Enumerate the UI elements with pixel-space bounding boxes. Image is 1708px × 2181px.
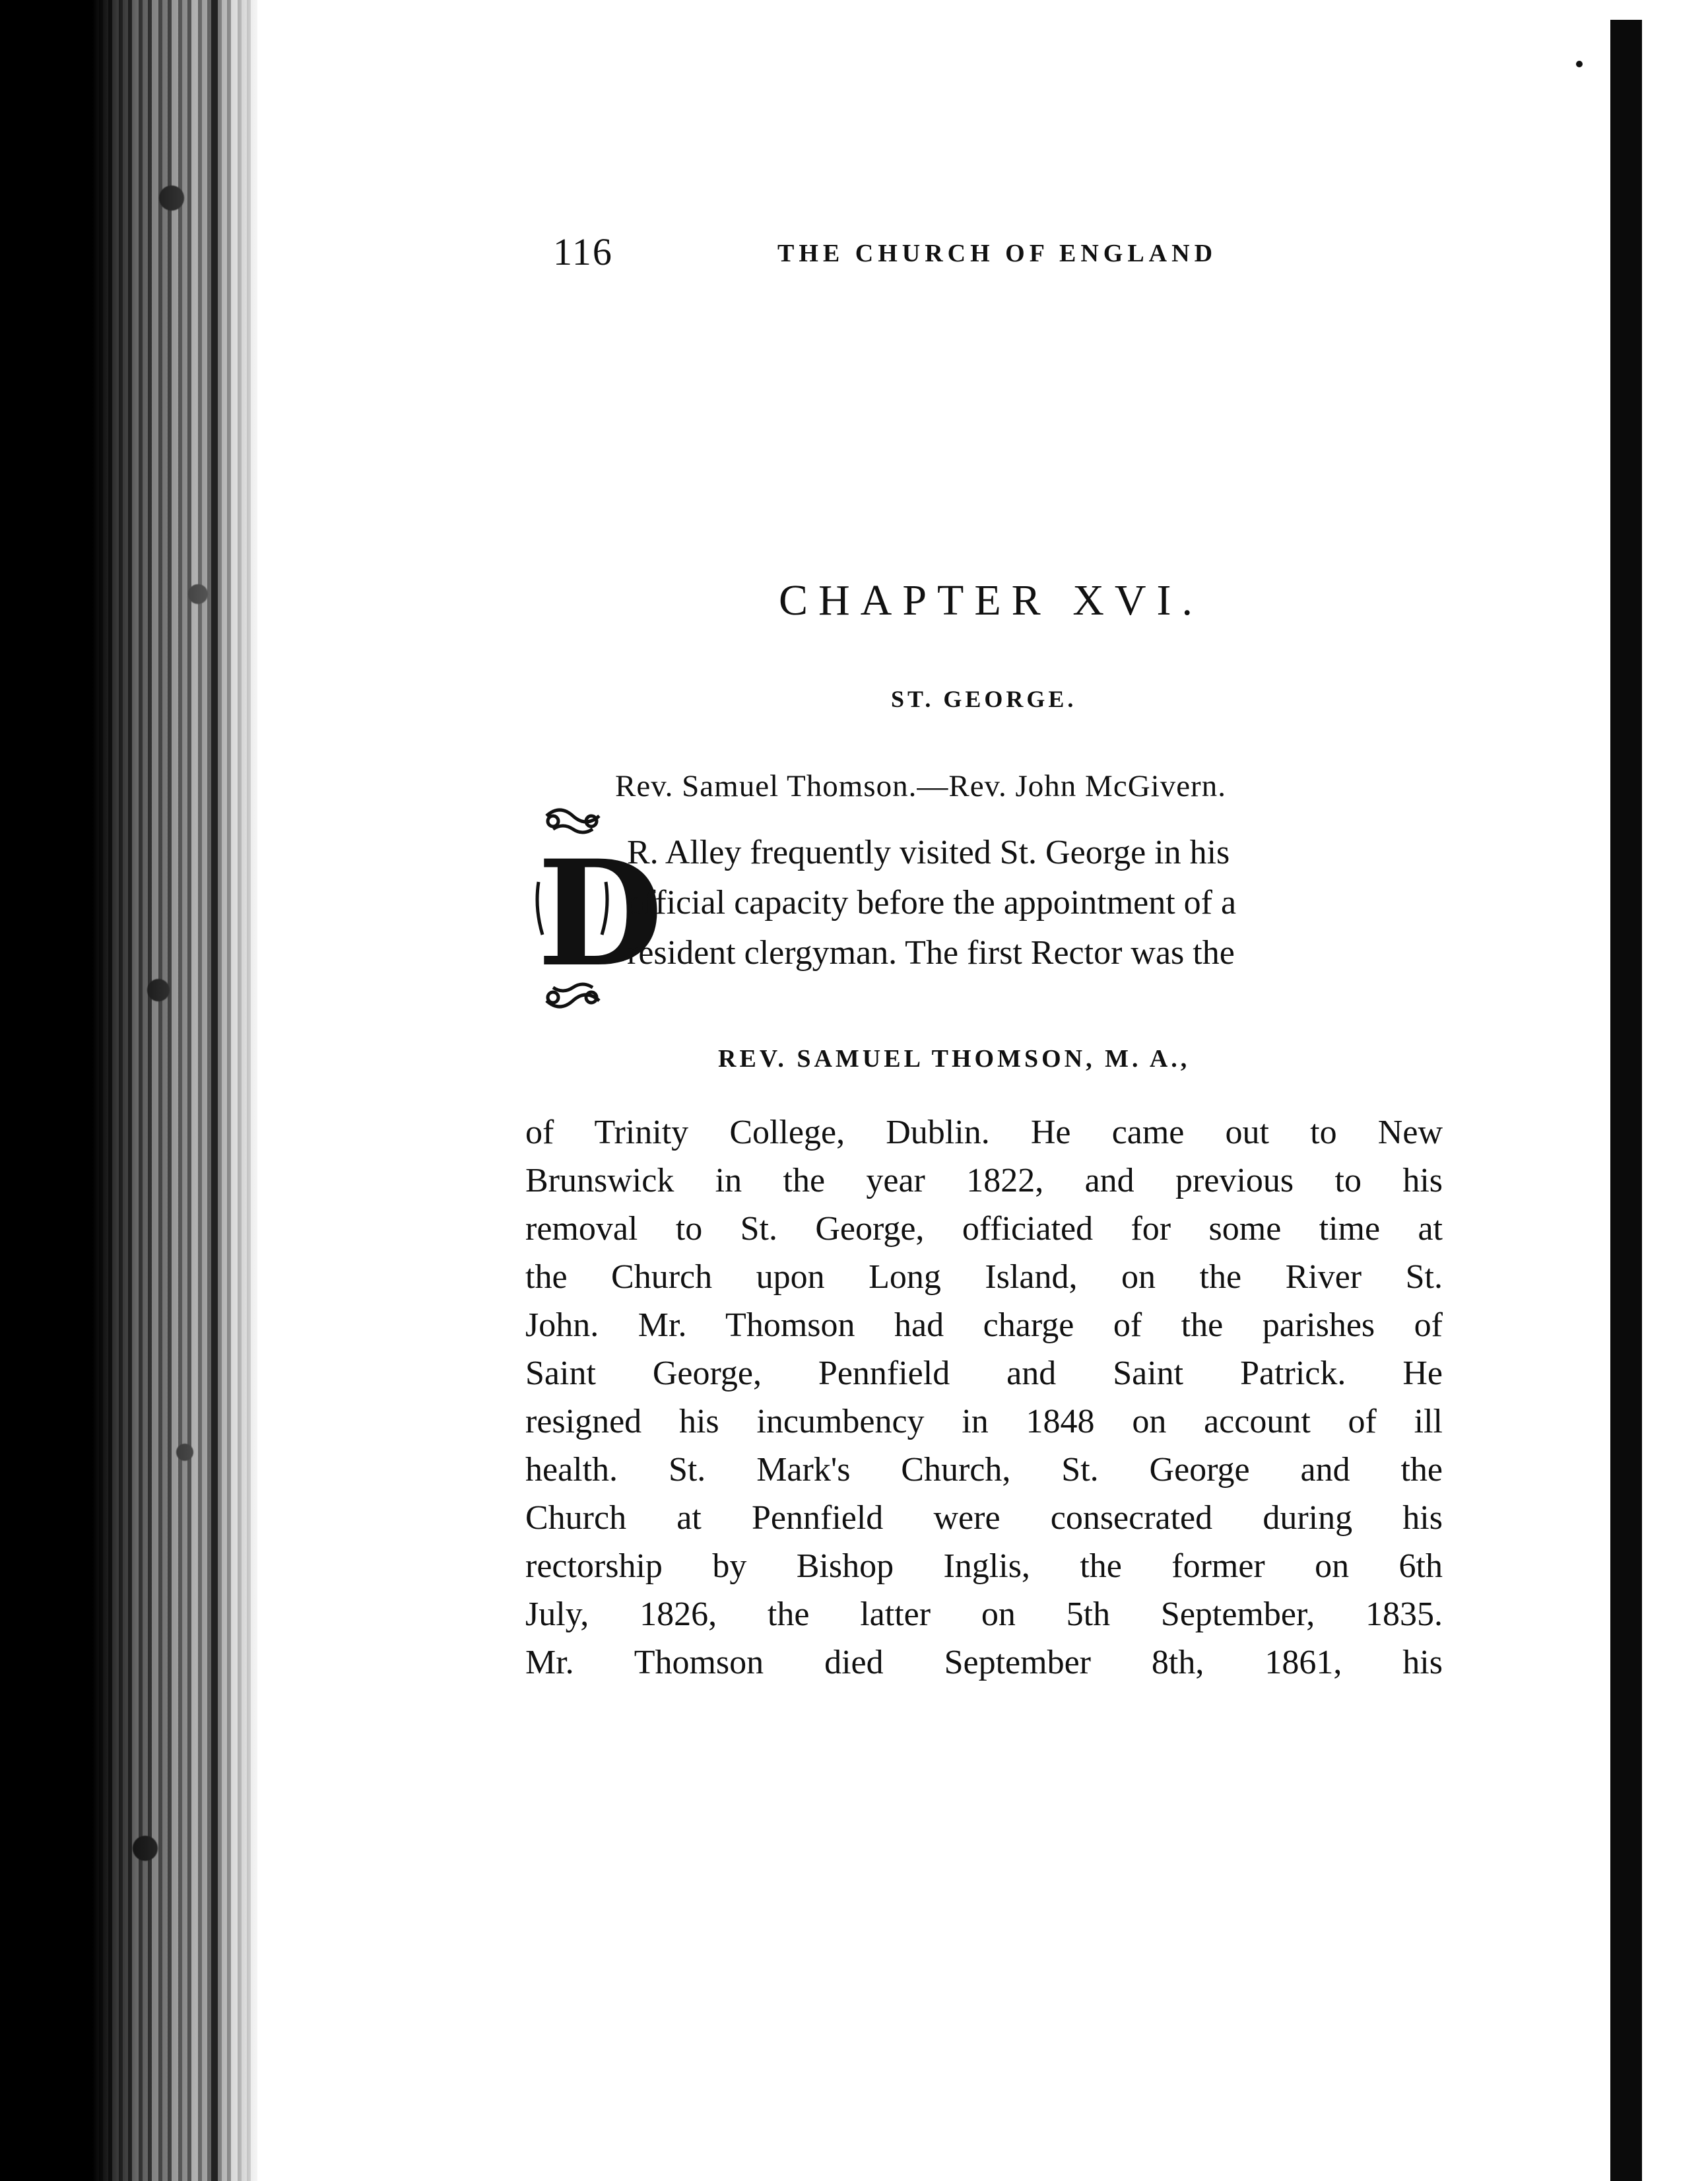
body-line: rectorship by Bishop Inglis, the former on 6th [525, 1547, 1443, 1585]
page-edge [211, 0, 218, 2181]
drop-cap-letter: D [537, 828, 663, 999]
running-header [553, 230, 1272, 283]
opening-line: resident clergyman. The first Rector was the [627, 934, 1235, 972]
running-title: THE CHURCH OF ENGLAND [777, 240, 1218, 267]
body-line: the Church upon Long Island, on the River St. [525, 1258, 1443, 1296]
page-number: 116 [553, 230, 613, 273]
binding-shadow [0, 0, 257, 2181]
right-margin [1642, 0, 1708, 2181]
body-line: Saint George, Pennfield and Saint Patrick. He [525, 1355, 1443, 1392]
chapter-title: CHAPTER XVI. [779, 576, 1204, 624]
scan-speck [1576, 61, 1583, 67]
body-line: removal to St. George, officiated for some time at [525, 1210, 1443, 1248]
chapter-subtitle: ST. GEORGE. [891, 686, 1077, 712]
body-line: Mr. Thomson died September 8th, 1861, his [525, 1644, 1443, 1681]
body-line: John. Mr. Thomson had charge of the parishes of [525, 1306, 1443, 1344]
rector-names: Rev. Samuel Thomson.—Rev. John McGivern. [615, 769, 1226, 803]
body-line: of Trinity College, Dublin. He came out to New [525, 1114, 1443, 1151]
body-line: health. St. Mark's Church, St. George and the [525, 1451, 1443, 1489]
ornamental-drop-cap [533, 803, 663, 1021]
body-line: Brunswick in the year 1822, and previous to his [525, 1162, 1443, 1199]
opening-line: official capacity before the appointment of a [627, 884, 1237, 922]
person-heading: REV. SAMUEL THOMSON, M. A., [718, 1045, 1191, 1073]
right-border-bar [1610, 20, 1642, 2181]
opening-line: R. Alley frequently visited St. George in his [627, 834, 1230, 871]
body-line: July, 1826, the latter on 5th September, 1835. [525, 1595, 1443, 1633]
body-line: resigned his incumbency in 1848 on account of ill [525, 1403, 1443, 1440]
body-line: Church at Pennfield were consecrated during his [525, 1499, 1443, 1537]
